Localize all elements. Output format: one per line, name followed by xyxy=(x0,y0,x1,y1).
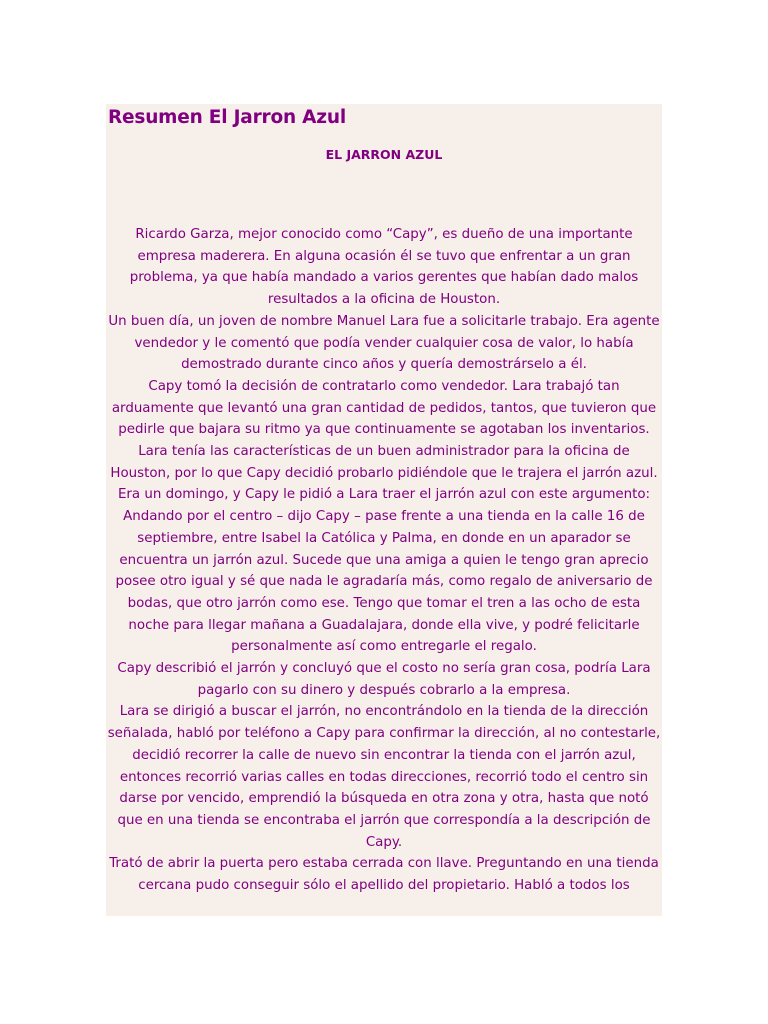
paragraph-2: Un buen día, un joven de nombre Manuel Lara fue a solicitarle trabajo. Era agente vendedor y le comentó que podía vender cualquier cosa de valor, lo había demostrado durante cinco años y quería demostrárselo a él. xyxy=(108,313,660,373)
paragraph-7: Lara se dirigió a buscar el jarrón, no encontrándolo en la tienda de la dirección señalada, habló por teléfono a Capy para confirmar la dirección, al no contestarle, decidió recorrer la calle de nuevo sin encontrar la tienda con el jarrón azul, entonces recorrió varias calles en todas direcciones, recorrió todo el centro sin darse por vencido, emprendió la búsqueda en otra zona y otra, hasta que notó que en una tienda se encontraba el jarrón que correspondía a la descripción de Capy. xyxy=(107,704,661,850)
document-page xyxy=(106,104,662,916)
document-title: Resumen El Jarron Azul xyxy=(108,107,346,128)
paragraph-1: Ricardo Garza, mejor conocido como “Capy”, es dueño de una importante empresa maderera. En alguna ocasión él se tuvo que enfrentar a un gran problema, ya que había mandado a varios gerentes que habían dado malos resultados a la oficina de Houston. xyxy=(129,227,639,308)
story-body xyxy=(106,224,662,897)
paragraph-5: Era un domingo, y Capy le pidió a Lara traer el jarrón azul con este argumento: Andando por el centro – dijo Capy – pase frente a una tienda en la calle 16 de septiembre, entre Isabel la Católica y Palma, en donde en un aparador se encuentra un jarrón azul. Sucede que una amiga a quien le tengo gran aprecio posee otro igual y sé que nada le agradaría más, como regalo de aniversario de bodas, que otro jarrón como ese. Tengo que tomar el tren a las ocho de esta noche para llegar mañana a Guadalajara, donde ella vive, y podré felicitarle personalmente así como entregarle el regalo. xyxy=(115,487,653,655)
paragraph-8: Trató de abrir la puerta pero estaba cerrada con llave. Preguntando en una tienda cercana pudo conseguir sólo el apellido del propietario. Habló a todos los xyxy=(109,856,659,894)
paragraph-3: Capy tomó la decisión de contratarlo como vendedor. Lara trabajó tan arduamente que levantó una gran cantidad de pedidos, tantos, que tuvieron que pedirle que bajara su ritmo ya que continuamente se agotaban los inventarios. xyxy=(111,378,657,438)
story-heading: EL JARRON AZUL xyxy=(325,147,443,162)
paragraph-4: Lara tenía las características de un buen administrador para la oficina de Houston, por lo que Capy decidió probarlo pidiéndole que le trajera el jarrón azul. xyxy=(110,444,658,481)
paragraph-6: Capy describió el jarrón y concluyó que el costo no sería gran cosa, podría Lara pagarlo con su dinero y después cobrarlo a la empresa. xyxy=(117,661,651,698)
